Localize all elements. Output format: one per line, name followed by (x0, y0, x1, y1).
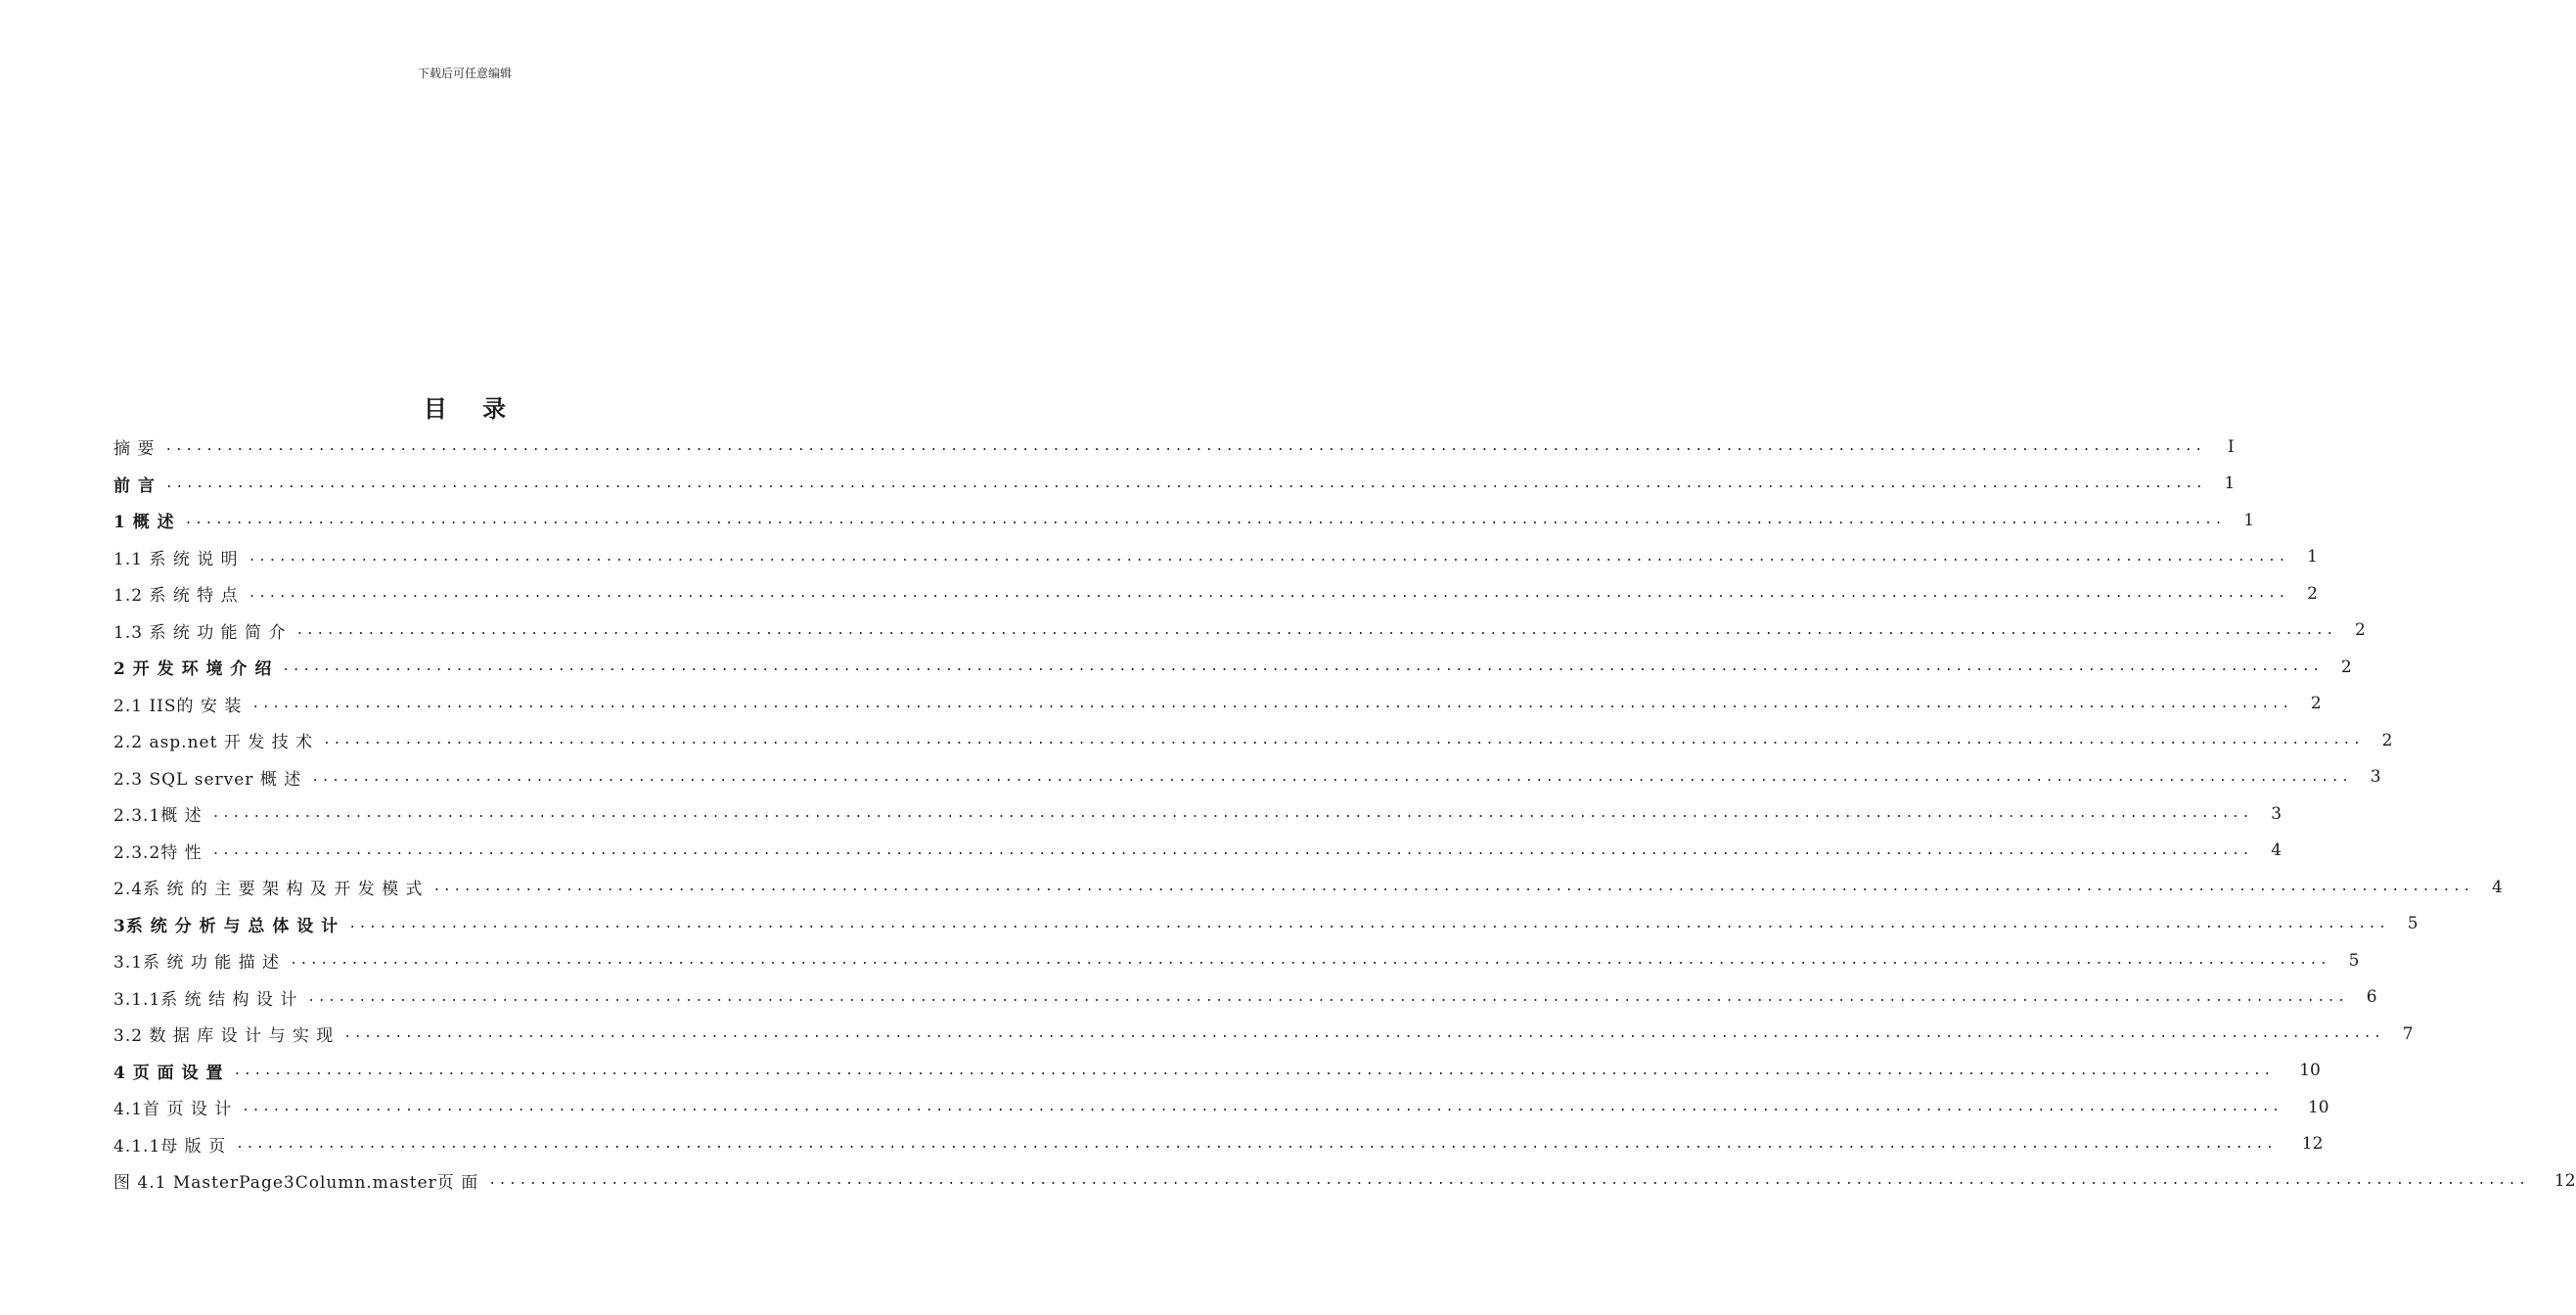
toc-entry[interactable] (113, 429, 2235, 466)
toc-entry-label: 图 4.1 MasterPage3Column.master页 面 (113, 1173, 479, 1194)
dot-leader: ........................................................................................................................................................................................................ (233, 1063, 2274, 1078)
toc-entry-label: 2.1 IIS的 安 装 (113, 696, 243, 716)
toc-entry[interactable] (113, 1016, 2414, 1053)
toc-entry[interactable] (113, 539, 2318, 576)
toc-entry[interactable] (113, 722, 2393, 759)
toc-entry-label: 2 开 发 环 境 介 绍 (113, 659, 273, 680)
dot-leader: ........................................................................................................................................................................................................ (282, 659, 2323, 675)
dot-leader: ........................................................................................................................................................................................................ (323, 733, 2364, 748)
toc-entry[interactable] (113, 1126, 2324, 1163)
toc-entry-label: 3.1.1系 统 结 构 设 计 (113, 989, 298, 1010)
dot-leader: ........................................................................................................................................................................................................ (211, 842, 2253, 858)
toc-entry-page: 7 (2402, 1023, 2414, 1044)
toc-entry[interactable] (113, 759, 2381, 796)
toc-entry-page: 2 (2340, 657, 2352, 677)
toc-entry[interactable] (113, 906, 2418, 943)
toc-entry-page: 2 (2307, 583, 2318, 604)
toc-entry-page: 5 (2407, 914, 2418, 934)
toc-entry-label: 4.1首 页 设 计 (113, 1100, 233, 1120)
toc-entry-label: 2.3.1概 述 (113, 806, 203, 827)
toc-entry[interactable] (113, 575, 2318, 612)
dot-leader: ........................................................................................................................................................................................................ (211, 806, 2253, 822)
toc-entry-page: 3 (2271, 803, 2282, 824)
toc-entry-page: 5 (2348, 950, 2360, 971)
toc-entry-page: 2 (2354, 620, 2366, 641)
page-header: 下载后可任意编辑 (417, 67, 512, 80)
dot-leader: ........................................................................................................................................................................................................ (348, 916, 2389, 931)
table-of-contents (113, 429, 2576, 1200)
toc-entry[interactable] (113, 979, 2377, 1017)
toc-entry[interactable] (113, 942, 2360, 979)
toc-entry-label: 2.3 SQL server 概 述 (113, 769, 302, 790)
toc-entry-page: 10 (2299, 1061, 2321, 1081)
toc-entry-page: 1 (2243, 510, 2255, 530)
toc-entry-page: 3 (2370, 767, 2381, 788)
toc-entry[interactable] (113, 502, 2255, 539)
toc-entry-label: 1.1 系 统 说 明 (113, 549, 239, 569)
dot-leader: ........................................................................................................................................................................................................ (432, 880, 2473, 895)
dot-leader: ........................................................................................................................................................................................................ (236, 1136, 2277, 1152)
dot-leader: ........................................................................................................................................................................................................ (248, 586, 2288, 602)
toc-entry-page: 2 (2381, 730, 2393, 750)
dot-leader: ........................................................................................................................................................................................................ (307, 989, 2348, 1005)
toc-title: 目 录 (423, 394, 520, 423)
toc-entry-label: 2.2 asp.net 开 发 技 术 (113, 733, 314, 753)
dot-leader: ........................................................................................................................................................................................................ (184, 513, 2226, 528)
toc-entry-page: 10 (2307, 1097, 2329, 1117)
dot-leader: ........................................................................................................................................................................................................ (311, 769, 2352, 785)
toc-entry-page: 4 (2271, 840, 2282, 861)
toc-entry[interactable] (113, 649, 2352, 686)
toc-entry-label: 4.1.1母 版 页 (113, 1136, 227, 1156)
toc-entry-page: 2 (2310, 694, 2322, 714)
toc-entry-page: 4 (2492, 877, 2503, 897)
toc-entry-label: 1 概 述 (113, 513, 175, 533)
toc-entry[interactable] (113, 869, 2503, 906)
toc-entry[interactable] (113, 686, 2322, 723)
dot-leader: ........................................................................................................................................................................................................ (242, 1100, 2282, 1115)
toc-entry[interactable] (113, 833, 2282, 870)
toc-entry-label: 3.2 数 据 库 设 计 与 实 现 (113, 1026, 335, 1047)
toc-entry[interactable] (113, 466, 2236, 503)
toc-entry-label: 前 言 (113, 476, 156, 496)
dot-leader: ........................................................................................................................................................................................................ (248, 549, 2288, 565)
toc-entry-page: 1 (2224, 474, 2236, 494)
dot-leader: ........................................................................................................................................................................................................ (251, 696, 2292, 711)
toc-entry-label: 3.1系 统 功 能 描 述 (113, 953, 281, 974)
toc-entry-page: 6 (2366, 987, 2377, 1008)
toc-entry-label: 1.3 系 统 功 能 简 介 (113, 622, 287, 643)
toc-entry[interactable] (113, 795, 2282, 833)
toc-entry[interactable] (113, 1089, 2329, 1126)
toc-entry[interactable] (113, 1053, 2321, 1090)
toc-entry-label: 2.4系 统 的 主 要 架 构 及 开 发 模 式 (113, 880, 424, 900)
toc-entry-page: 12 (2553, 1170, 2576, 1191)
toc-entry[interactable] (113, 1162, 2576, 1200)
dot-leader: ........................................................................................................................................................................................................ (295, 622, 2336, 638)
toc-entry-label: 摘 要 (113, 439, 156, 460)
toc-entry[interactable] (113, 612, 2366, 650)
dot-leader: ........................................................................................................................................................................................................ (164, 439, 2205, 455)
toc-entry-page: 12 (2301, 1134, 2324, 1155)
dot-leader: ........................................................................................................................................................................................................ (290, 953, 2330, 969)
dot-leader: ........................................................................................................................................................................................................ (164, 476, 2206, 491)
dot-leader: ........................................................................................................................................................................................................ (343, 1026, 2384, 1042)
toc-entry-label: 3系 统 分 析 与 总 体 设 计 (113, 916, 339, 936)
toc-entry-label: 4 页 面 设 置 (113, 1063, 224, 1083)
toc-entry-page: I (2228, 436, 2235, 457)
dot-leader: ........................................................................................................................................................................................................ (488, 1173, 2529, 1189)
toc-entry-label: 2.3.2特 性 (113, 842, 203, 863)
toc-entry-page: 1 (2307, 547, 2318, 567)
toc-entry-label: 1.2 系 统 特 点 (113, 586, 239, 607)
